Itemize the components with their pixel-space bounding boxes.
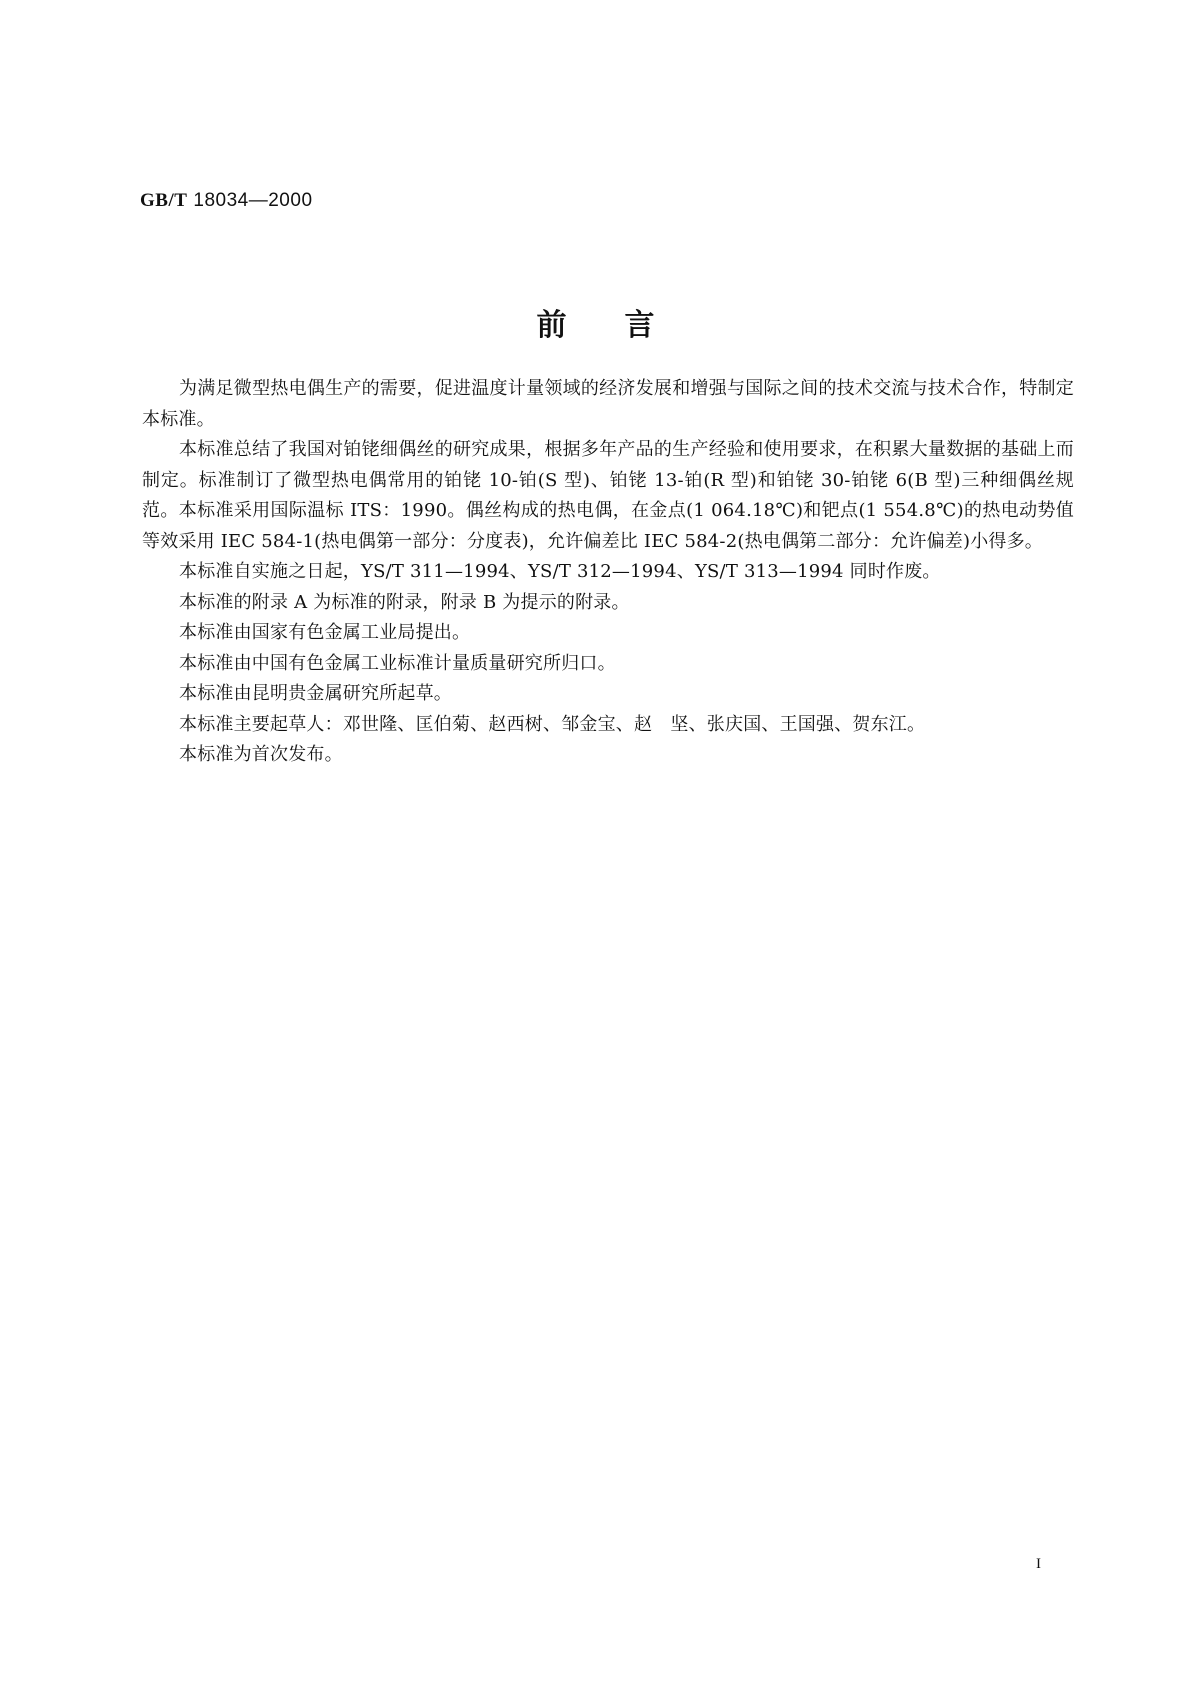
standard-code: [140, 188, 313, 213]
paragraph-summary: 本标准总结了我国对铂铑细偶丝的研究成果，根据多年产品的生产经验和使用要求，在积累大量数据的基础上而制定。标准制订了微型热电偶常用的铂铑 10-铂(S 型)、铂铑 13-铂(R 型)和铂铑 30-铂铑 6(B 型)三种细偶丝规范。本标准采用国际温标 ITS：1990。偶丝构成的热电偶，在金点(1 064.18℃)和钯点(1 554.8℃)的热电动势值等效采用 IEC 584-1(热电偶第一部分：分度表)，允许偏差比 IEC 584-2(热电偶第二部分：允许偏差)小得多。: [142, 439, 1074, 552]
paragraph-supersedes: 本标准自实施之日起，YS/T 311—1994、YS/T 312—1994、YS/T 313—1994 同时作废。: [179, 561, 941, 582]
foreword-body: [142, 374, 1074, 771]
paragraph-purpose: 为满足微型热电偶生产的需要，促进温度计量领域的经济发展和增强与国际之间的技术交流与技术合作，特制定本标准。: [142, 378, 1074, 430]
paragraph-drafted-by: 本标准由昆明贵金属研究所起草。: [179, 683, 452, 704]
paragraph-annex: 本标准的附录 A 为标准的附录，附录 B 为提示的附录。: [179, 591, 630, 613]
paragraph-centralized-by: 本标准由中国有色金属工业标准计量质量研究所归口。: [179, 652, 616, 674]
paragraph-drafters: 本标准主要起草人：邓世隆、匡伯菊、赵西树、邹金宝、赵 坚、张庆国、王国强、贺东江。: [179, 713, 926, 735]
standard-code-prefix: GB/T: [140, 190, 188, 211]
paragraph-proposed-by: 本标准由国家有色金属工业局提出。: [179, 622, 471, 643]
standard-code-number: 18034—2000: [193, 190, 313, 211]
paragraph-first-edition: 本标准为首次发布。: [179, 744, 343, 765]
page-number: I: [1036, 1556, 1041, 1572]
section-title-foreword: 前言: [536, 308, 713, 343]
